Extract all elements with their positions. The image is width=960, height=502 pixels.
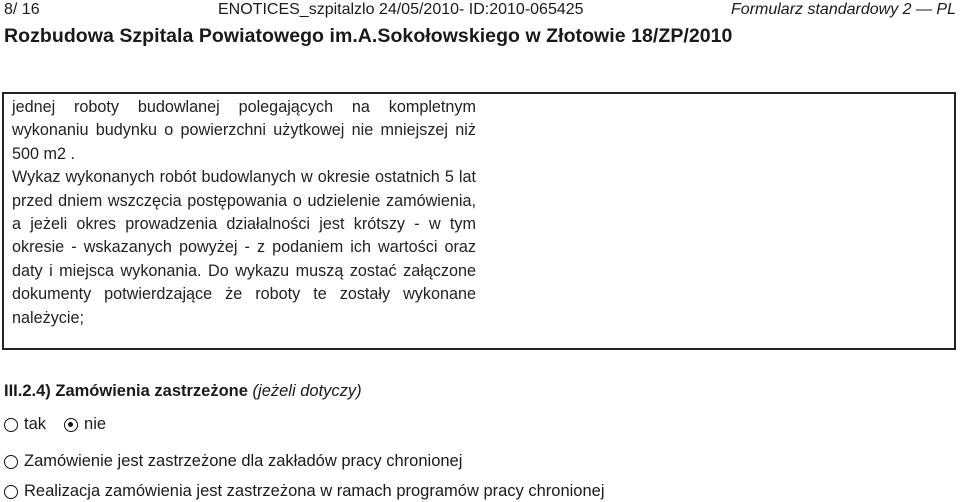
section-note: (jeżeli dotyczy) (252, 382, 362, 400)
section-number: III.2.4) (4, 382, 51, 400)
page-header (4, 0, 956, 22)
radio-protected-workshops[interactable] (4, 455, 18, 469)
radio-nie-label: nie (84, 415, 107, 433)
requirement-paragraph-1: jednej roboty budowlanej polegających na kompletnym wykonaniu budynku o powierzchni użytkowej nie mniejszej niż 500 m2 . (12, 98, 476, 163)
option-row-2 (4, 480, 605, 502)
radio-nie[interactable] (64, 418, 78, 432)
section-heading (4, 380, 362, 402)
requirement-paragraph-2: Wykaz wykonanych robót budowlanych w okresie ostatnich 5 lat przed dniem wszczęcia postępowania o udzielenie zamówienia, a jeżeli okres prowadzenia działalności jest krótszy - w tym okresie - wskazanych powyżej - z podaniem ich wartości oraz daty i miejsca wykonania. Do wykazu muszą zostać załączone dokumenty potwierdzające że roboty te zostały wykonane należycie; (12, 168, 476, 327)
option-label-1: Zamówienie jest zastrzeżone dla zakładów pracy chronionej (24, 452, 463, 470)
form-type: Formularz standardowy 2 — PL (731, 1, 956, 18)
document-title: Rozbudowa Szpitala Powiatowego im.A.Sokołowskiego w Złotowie 18/ZP/2010 (4, 25, 733, 47)
option-label-2: Realizacja zamówienia jest zastrzeżona w ramach programów pracy chronionej (24, 482, 605, 500)
radio-tak-label: tak (24, 415, 47, 433)
requirements-text (12, 96, 476, 330)
section-title: Zamówienia zastrzeżone (55, 382, 248, 400)
requirements-box (2, 92, 956, 350)
notice-id: ENOTICES_szpitalzlo 24/05/2010- ID:2010-065425 (218, 1, 584, 18)
yes-no-group (4, 413, 106, 435)
option-row-1 (4, 450, 462, 472)
radio-protected-programs[interactable] (4, 485, 18, 499)
radio-tak[interactable] (4, 418, 18, 432)
page-number: 8/ 16 (4, 1, 40, 18)
